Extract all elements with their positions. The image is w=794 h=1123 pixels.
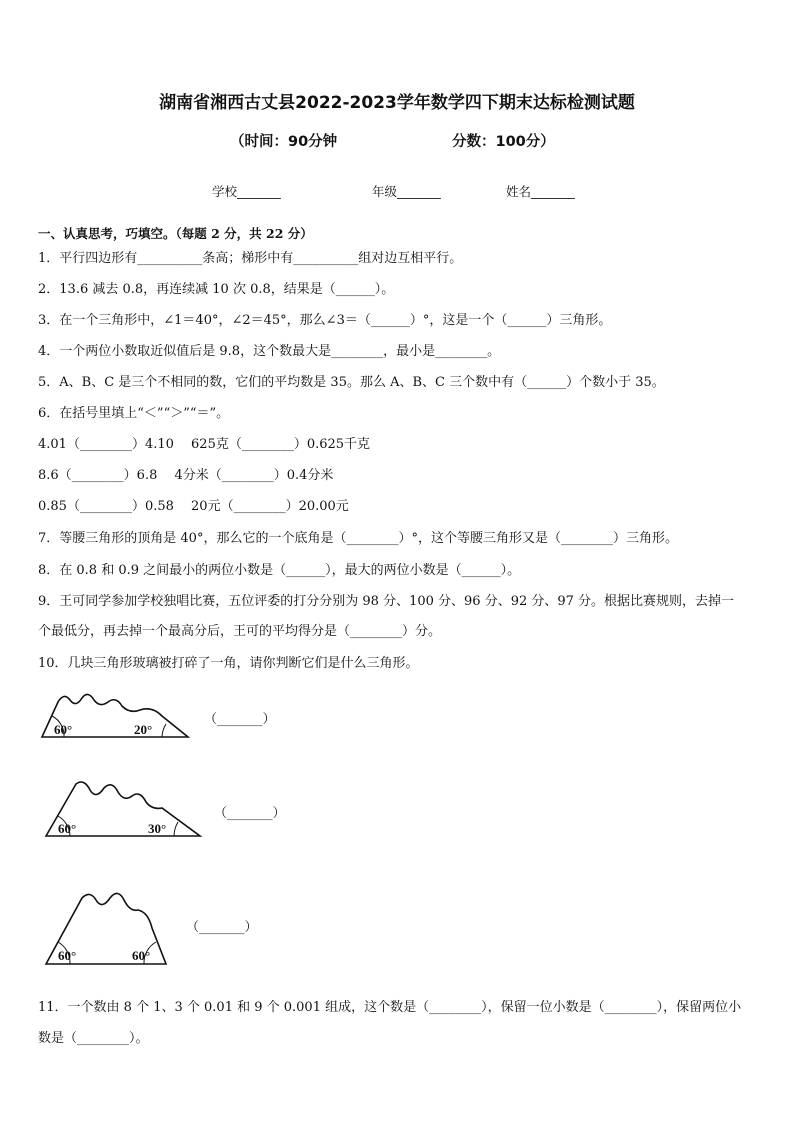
question-6: 6．在括号里填上“＜”“＞”“＝”。 [38, 406, 230, 421]
question-11-line-1: 11．一个数由 8 个 1、3 个 0.01 和 9 个 0.001 组成，这个数是（________），保留一位小数是（________），保留两位小 [38, 1000, 742, 1015]
question-1: 1．平行四边形有__________条高；梯形中有__________组对边互相平行。 [38, 251, 463, 266]
angle-label-left: 60° [58, 948, 77, 963]
angle-label-right: 20° [134, 722, 153, 737]
question-9-line-1: 9．王可同学参加学校独唱比赛，五位评委的打分分别为 98 分、100 分、96 分、92 分、97 分。根据比赛规则，去掉一 [38, 594, 735, 609]
angle-arc-right [174, 822, 178, 836]
broken-triangle-1 [38, 690, 198, 742]
broken-triangle-2 [42, 778, 207, 840]
page-title: 湖南省湘西古丈县2022-2023学年数学四下期末达标检测试题 [159, 93, 635, 113]
question-3: 3．在一个三角形中，∠1＝40°，∠2＝45°，那么∠3＝（______）°，这是一个（______）三角形。 [38, 313, 612, 328]
question-9-line-2: 个最低分，再去掉一个最高分后，王可的平均得分是（________）分。 [38, 624, 442, 639]
angle-label-left: 60° [54, 722, 73, 737]
question-7: 7．等腰三角形的顶角是 40°，那么它的一个底角是（________）°，这个等腰三角形又是（________）三角形。 [38, 531, 678, 546]
angle-label-left: 60° [58, 821, 77, 836]
section-heading: 一、认真思考，巧填空。（每题 2 分，共 22 分） [38, 226, 313, 241]
question-6-row-3: 0.85（________）0.58 20元（________）20.00元 [38, 499, 349, 514]
question-11-line-2: 数是（________）。 [38, 1031, 149, 1046]
figure-3-answer-blank[interactable]: （_______） [186, 920, 258, 935]
question-6-row-1: 4.01（________）4.10 625克（________）0.625千克 [38, 437, 371, 452]
exam-score: 分数：100分） [452, 134, 555, 150]
question-4: 4．一个两位小数取近似值后是 9.8，这个数最大是________，最小是________。 [38, 344, 501, 359]
grade-field[interactable]: 年级_______ [372, 184, 441, 199]
name-field[interactable]: 姓名_______ [506, 184, 575, 199]
question-10: 10．几块三角形玻璃被打碎了一角，请你判断它们是什么三角形。 [38, 656, 419, 671]
angle-label-right: 30° [148, 821, 167, 836]
question-8: 8．在 0.8 和 0.9 之间最小的两位小数是（______），最大的两位小数是（______）。 [38, 563, 521, 578]
question-5: 5．A、B、C 是三个不相同的数，它们的平均数是 35。那么 A、B、C 三个数中有（______）个数小于 35。 [38, 375, 665, 390]
figure-1-answer-blank[interactable]: （_______） [204, 712, 276, 727]
figure-2-answer-blank[interactable]: （_______） [214, 806, 286, 821]
angle-arc-right [162, 724, 166, 737]
angle-label-right: 60° [132, 948, 151, 963]
broken-triangle-3 [44, 888, 169, 968]
exam-time: （时间：90分钟 [230, 134, 338, 150]
question-6-row-2: 8.6（________）6.8 4分米（________）0.4分米 [38, 468, 334, 483]
question-2: 2．13.6 减去 0.8，再连续减 10 次 0.8，结果是（______）。 [38, 282, 395, 297]
school-field[interactable]: 学校_______ [212, 184, 281, 199]
